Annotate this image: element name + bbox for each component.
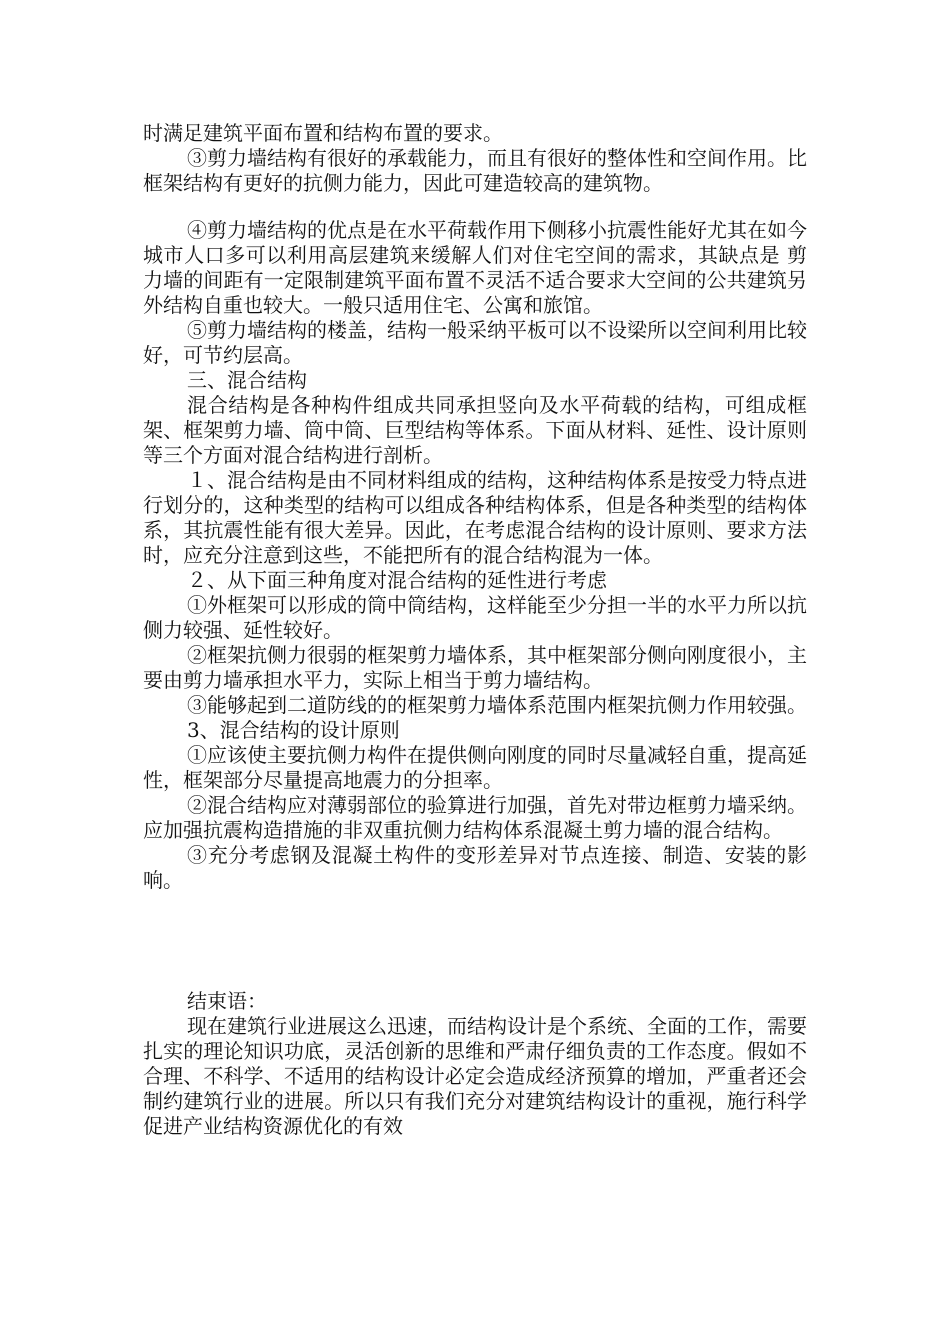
subheading-ductility: ２、从下面三种角度对混合结构的延性进行考虑 — [187, 568, 607, 592]
paragraph-spacer — [143, 196, 807, 218]
paragraph-mixed-structure-intro: 混合结构是各种构件组成共同承担竖向及水平荷载的结构，可组成框架、框架剪力墙、筒中筒、巨型结构等体系。下面从材料、延性、设计原则等三个方面对混合结构进行剖析。 — [143, 393, 807, 467]
paragraph-ductility-1: ①外框架可以形成的筒中筒结构，这样能至少分担一半的水平力所以抗侧力较强、延性较好。 — [143, 593, 807, 642]
paragraph-continuation: 时满足建筑平面布置和结构布置的要求。 — [143, 121, 503, 145]
subheading-design-principles: 3、混合结构的设计原则 — [187, 718, 400, 742]
document-body — [143, 121, 807, 1139]
section-spacer — [143, 893, 807, 989]
paragraph-mixed-structure-materials: １、混合结构是由不同材料组成的结构，这种结构体系是按受力特点进行划分的，这种类型的结构可以组成各种结构体系，但是各种类型的结构体系，其抗震性能有很大差异。因此，在考虑混合结构的设计原则、要求方法时，应充分注意到这些，不能把所有的混合结构混为一体。 — [143, 468, 807, 567]
paragraph-shear-wall-advantages: ④剪力墙结构的优点是在水平荷载作用下侧移小抗震性能好尤其在如今城市人口多可以利用高层建筑来缓解人们对住宅空间的需求，其缺点是 剪力墙的间距有一定限制建筑平面布置不灵活不适合要求大空间的公共建筑另外结构自重也较大。一般只适用住宅、公寓和旅馆。 — [143, 218, 807, 317]
paragraph-principle-1: ①应该使主要抗侧力构件在提供侧向刚度的同时尽量减轻自重，提高延性，框架部分尽量提高地震力的分担率。 — [143, 743, 807, 792]
paragraph-ductility-3: ③能够起到二道防线的的框架剪力墙体系范围内框架抗侧力作用较强。 — [187, 693, 807, 717]
paragraph-principle-3: ③充分考虑钢及混凝土构件的变形差异对节点连接、制造、安装的影响。 — [143, 843, 807, 892]
paragraph-conclusion: 现在建筑行业进展这么迅速，而结构设计是个系统、全面的工作，需要扎实的理论知识功底，灵活创新的思维和严肃仔细负责的工作态度。假如不合理、不科学、不适用的结构设计必定会造成经济预算的增加，严重者还会制约建筑行业的进展。所以只有我们充分对建筑结构设计的重视，施行科学促进产业结构资源优化的有效 — [143, 1014, 807, 1138]
paragraph-principle-2: ②混合结构应对薄弱部位的验算进行加强，首先对带边框剪力墙采纳。应加强抗震构造措施的非双重抗侧力结构体系混凝土剪力墙的混合结构。 — [143, 793, 807, 842]
paragraph-shear-wall-floor: ⑤剪力墙结构的楼盖，结构一般采纳平板可以不设梁所以空间利用比较好，可节约层高。 — [143, 318, 807, 367]
conclusion-heading: 结束语： — [187, 989, 267, 1013]
section-heading-mixed-structure: 三、混合结构 — [187, 368, 307, 392]
paragraph-ductility-2: ②框架抗侧力很弱的框架剪力墙体系，其中框架部分侧向刚度很小，主要由剪力墙承担水平力，实际上相当于剪力墙结构。 — [143, 643, 807, 692]
paragraph-shear-wall-capacity: ③剪力墙结构有很好的承载能力，而且有很好的整体性和空间作用。比框架结构有更好的抗侧力能力，因此可建造较高的建筑物。 — [143, 146, 807, 195]
